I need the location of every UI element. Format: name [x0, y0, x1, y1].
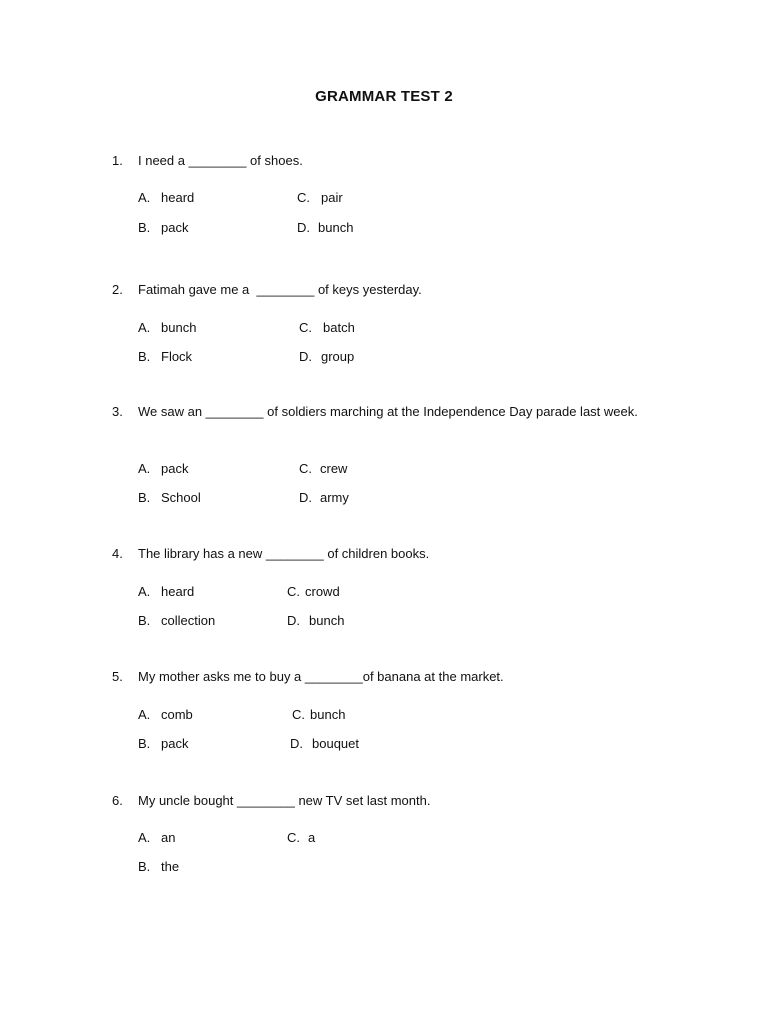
option-text: pair	[321, 190, 343, 205]
option-text: the	[161, 859, 180, 874]
option-d	[287, 613, 345, 628]
question-number: 5.	[112, 669, 123, 684]
question-text: My mother asks me to buy a ________of banana at the market.	[138, 669, 504, 684]
option-text: batch	[323, 320, 355, 335]
option-a	[138, 461, 189, 476]
option-letter: A.	[138, 190, 151, 205]
option-b	[138, 613, 216, 628]
option-text: an	[161, 830, 176, 845]
option-b	[138, 349, 193, 364]
option-c	[287, 830, 316, 845]
option-letter: B.	[138, 490, 151, 505]
option-text: bunch	[161, 320, 197, 335]
option-letter: B.	[138, 859, 151, 874]
option-c	[292, 707, 346, 722]
option-text: crowd	[305, 584, 340, 599]
option-letter: B.	[138, 613, 151, 628]
question-text: We saw an ________ of soldiers marching at the Independence Day parade last week.	[138, 404, 638, 419]
question-text: My uncle bought ________ new TV set last month.	[138, 793, 431, 808]
option-letter: D.	[287, 613, 300, 628]
option-a	[138, 320, 197, 335]
option-d	[299, 490, 349, 505]
option-letter: C.	[299, 320, 312, 335]
option-text: heard	[161, 584, 195, 599]
option-letter: A.	[138, 584, 151, 599]
option-letter: D.	[299, 490, 312, 505]
option-a	[138, 584, 195, 599]
question-number: 2.	[112, 282, 123, 297]
option-letter: D.	[290, 736, 303, 751]
option-text: crew	[320, 461, 348, 476]
option-letter: B.	[138, 220, 151, 235]
option-letter: A.	[138, 461, 151, 476]
option-a	[138, 830, 176, 845]
option-letter: D.	[297, 220, 310, 235]
option-text: a	[308, 830, 316, 845]
option-letter: B.	[138, 349, 151, 364]
option-c	[287, 584, 340, 599]
option-letter: A.	[138, 830, 151, 845]
question-number: 1.	[112, 153, 123, 168]
option-text: pack	[161, 461, 189, 476]
question-text: Fatimah gave me a ________ of keys yesterday.	[138, 282, 422, 297]
option-text: bunch	[310, 707, 346, 722]
question-number: 3.	[112, 404, 123, 419]
option-letter: C.	[297, 190, 310, 205]
option-text: pack	[161, 736, 189, 751]
option-b	[138, 490, 201, 505]
question-text: The library has a new ________ of children books.	[138, 546, 430, 561]
option-text: comb	[161, 707, 193, 722]
option-d	[290, 736, 359, 751]
option-text: bouquet	[312, 736, 359, 751]
option-text: Flock	[161, 349, 193, 364]
option-a	[138, 707, 193, 722]
option-text: bunch	[309, 613, 345, 628]
option-letter: A.	[138, 320, 151, 335]
option-text: heard	[161, 190, 195, 205]
option-d	[299, 349, 355, 364]
option-text: bunch	[318, 220, 354, 235]
option-b	[138, 859, 180, 874]
option-letter: C.	[299, 461, 312, 476]
option-letter: B.	[138, 736, 151, 751]
option-d	[297, 220, 354, 235]
option-c	[299, 461, 348, 476]
option-text: pack	[161, 220, 189, 235]
option-text: group	[321, 349, 355, 364]
option-a	[138, 190, 195, 205]
option-text: collection	[161, 613, 216, 628]
option-letter: C.	[292, 707, 305, 722]
question-text: I need a ________ of shoes.	[138, 153, 303, 168]
option-letter: C.	[287, 830, 300, 845]
option-b	[138, 736, 189, 751]
option-letter: C.	[287, 584, 300, 599]
option-c	[299, 320, 355, 335]
option-b	[138, 220, 189, 235]
page-title: GRAMMAR TEST 2	[315, 88, 453, 105]
option-c	[297, 190, 343, 205]
option-letter: A.	[138, 707, 151, 722]
question-number: 6.	[112, 793, 123, 808]
option-text: army	[320, 490, 349, 505]
question-number: 4.	[112, 546, 123, 561]
option-letter: D.	[299, 349, 312, 364]
option-text: School	[161, 490, 201, 505]
